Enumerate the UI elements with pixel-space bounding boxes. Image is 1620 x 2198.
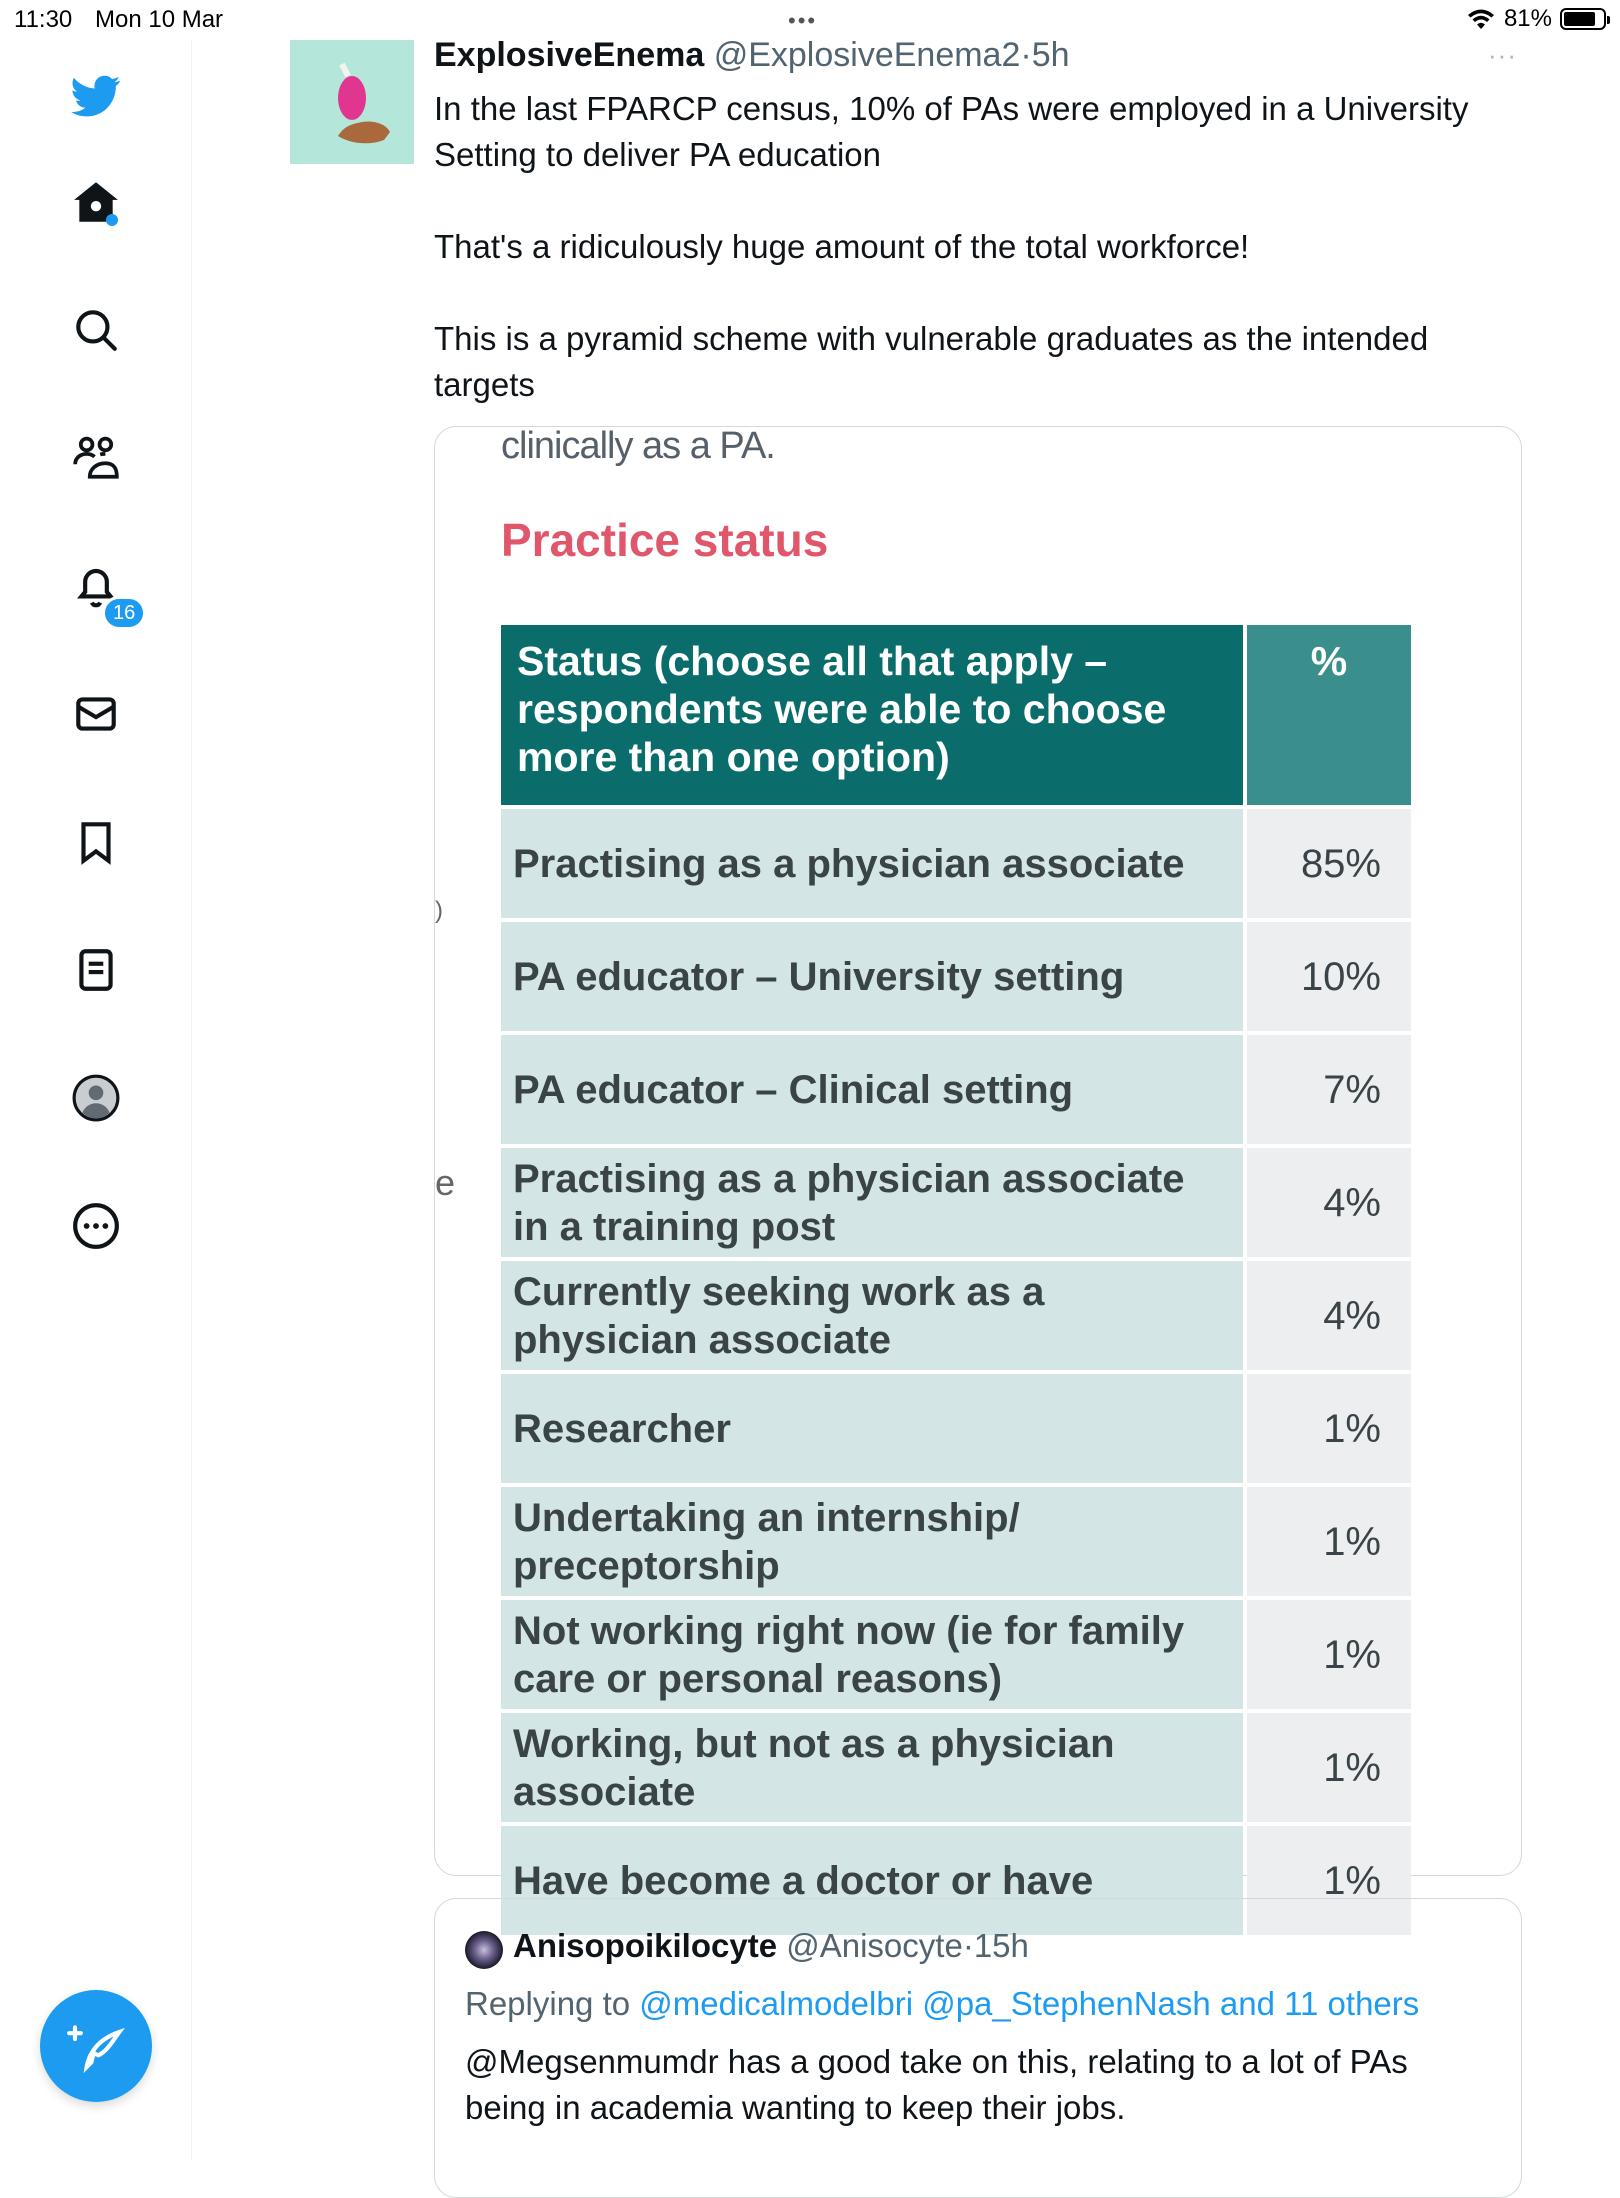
replying-prefix: Replying to [465, 1985, 640, 2022]
author-handle[interactable]: @ExplosiveEnema2 [713, 36, 1021, 74]
percent-cell: 1% [1247, 1487, 1411, 1596]
percent-cell: 4% [1247, 1148, 1411, 1257]
percent-cell: 1% [1247, 1374, 1411, 1483]
header-percent: % [1247, 625, 1411, 805]
percent-cell: 1% [1247, 1600, 1411, 1709]
quoted-author-handle[interactable]: @Anisocyte [786, 1927, 963, 1964]
battery-icon [1560, 8, 1606, 30]
percent-cell: 1% [1247, 1826, 1411, 1935]
unread-dot [106, 214, 118, 226]
status-cell: Researcher [501, 1374, 1243, 1483]
people-icon[interactable] [64, 426, 128, 490]
section-title: Practice status [501, 514, 829, 566]
table-row [501, 1261, 1411, 1370]
percent-cell: 10% [1247, 922, 1411, 1031]
percent-cell: 85% [1247, 809, 1411, 918]
tweet-time[interactable]: 5h [1031, 36, 1070, 74]
multitasking-dots-icon[interactable]: ••• [788, 8, 818, 33]
edge-mark: ) [435, 897, 443, 924]
profile-icon[interactable] [64, 1066, 128, 1130]
practice-status-table [497, 621, 1415, 1939]
battery-percent: 81% [1503, 5, 1552, 32]
status-date: Mon 10 Mar [95, 6, 224, 33]
table-header-row [501, 625, 1411, 805]
table-row [501, 1600, 1411, 1709]
status-cell: Undertaking an internship/ preceptorship [501, 1487, 1243, 1596]
quoted-tweet[interactable] [434, 1898, 1522, 2198]
status-cell: Not working right now (ie for family care or personal reasons) [501, 1600, 1243, 1709]
status-cell: PA educator – Clinical setting [501, 1035, 1243, 1144]
separator-dot: · [962, 1927, 974, 1964]
quoted-author-name[interactable]: Anisopoikilocyte [513, 1927, 778, 1964]
table-row [501, 1487, 1411, 1596]
status-cell: Practising as a physician associate [501, 809, 1243, 918]
wifi-icon [1466, 7, 1496, 31]
status-cell: PA educator – University setting [501, 922, 1243, 1031]
tweet-text [434, 86, 1534, 408]
tweet-paragraph: That's a ridiculously huge amount of the total workforce! [434, 228, 1250, 265]
list-icon[interactable] [64, 938, 128, 1002]
more-circle-icon[interactable] [64, 1194, 128, 1258]
edge-mark: e [435, 1162, 456, 1203]
notification-badge: 16 [102, 596, 146, 630]
replying-to [465, 1985, 1419, 2023]
percent-cell: 7% [1247, 1035, 1411, 1144]
bookmark-icon[interactable] [64, 810, 128, 874]
status-cell: Have become a doctor or have [501, 1826, 1243, 1935]
compose-tweet-button[interactable] [40, 1990, 152, 2102]
table-row [501, 1035, 1411, 1144]
table-row [501, 1374, 1411, 1483]
separator-dot: · [1020, 36, 1032, 74]
author-name[interactable]: ExplosiveEnema [434, 36, 705, 74]
sidebar [0, 40, 192, 2160]
image-caption: clinically as a PA. [501, 425, 775, 467]
tweet-paragraph: This is a pyramid scheme with vulnerable graduates as the intended targets [434, 320, 1429, 403]
envelope-icon[interactable] [64, 682, 128, 746]
table-row [501, 809, 1411, 918]
home-icon[interactable] [64, 170, 128, 234]
header-status: Status (choose all that apply – respondents were able to choose more than one option) [501, 625, 1243, 805]
status-cell: Practising as a physician associate in a training post [501, 1148, 1243, 1257]
status-cell: Working, but not as a physician associate [501, 1713, 1243, 1822]
replying-to-links[interactable]: @medicalmodelbri @pa_StephenNash and 11 others [639, 1985, 1420, 2022]
quoted-tweet-header [513, 1927, 1029, 1965]
twitter-logo-icon[interactable] [64, 64, 128, 128]
percent-cell: 4% [1247, 1261, 1411, 1370]
tweet-paragraph: In the last FPARCP census, 10% of PAs were employed in a University Setting to deliver PA education [434, 90, 1469, 173]
quoted-author-avatar[interactable] [465, 1931, 503, 1969]
search-icon[interactable] [64, 298, 128, 362]
more-options-icon[interactable]: ··· [1488, 40, 1517, 70]
status-bar [0, 0, 1620, 40]
table-row [501, 1148, 1411, 1257]
tweet-media-image[interactable] [434, 425, 1522, 1903]
tweet-header [434, 36, 1070, 75]
quoted-tweet-time[interactable]: 15h [973, 1927, 1029, 1964]
author-avatar[interactable] [290, 40, 414, 164]
status-cell: Currently seeking work as a physician associate [501, 1261, 1243, 1370]
table-row [501, 1713, 1411, 1822]
percent-cell: 1% [1247, 1713, 1411, 1822]
quoted-tweet-text: @Megsenmumdr has a good take on this, relating to a lot of PAs being in academia wanting to keep their jobs. [465, 2043, 1408, 2126]
compose-tweet-icon [68, 2018, 124, 2074]
battery-level [1564, 12, 1595, 26]
status-time: 11:30 [14, 6, 73, 33]
table-row [501, 922, 1411, 1031]
